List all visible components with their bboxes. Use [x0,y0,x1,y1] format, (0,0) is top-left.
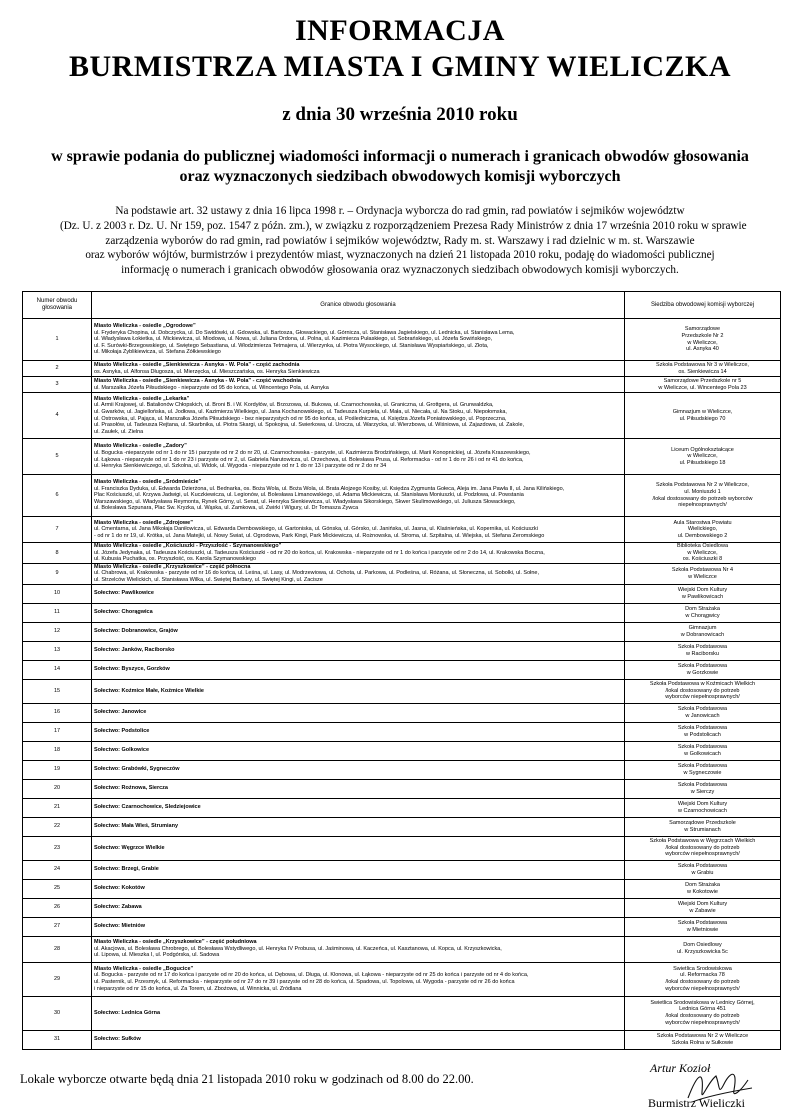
district-boundaries [92,703,625,722]
commission-seat [625,641,781,660]
seat-line: ul. Asnyka 40 [686,346,719,353]
seat-line: Szkoła Podstawowa [677,662,728,669]
district-heading: Sołectwo: Grabówki, Sygneczów [94,766,180,773]
seat-line: Szkoła Podstawowa w Węgrzcach Wielkich [649,838,756,845]
table-row [23,779,781,798]
district-heading: Miasto Wieliczka - osiedle „Krzyszkowice” - część południowa [94,939,257,946]
district-heading: Miasto Wieliczka - osiedle „Kościuszki - Przyszłość - Szymanowskiego” [94,543,282,549]
commission-seat [625,439,781,475]
seat-line: w Wieliczce, [687,453,718,460]
district-heading: Sołectwo: Podstolice [94,728,150,735]
seat-line: w Czarnochowicach [678,807,727,814]
table-row [23,319,781,361]
signer-name: Artur Kozioł [650,1061,711,1075]
district-boundaries [92,393,625,439]
table-row [23,543,781,564]
district-number: 24 [23,860,92,879]
district-heading: Sołectwo: Kokotów [94,885,145,892]
intro-line: oraz wyborów wójtów, burmistrzów i prezydentów miast, wyznaczonych na dzień 21 listopada 2010 roku, podaję do wiadomości publicznej [85,249,715,262]
street-list-line: ul. Łąkowa - nieparzyste od nr 1 do nr 23 i parzyste od nr 2, ul. Gabriela Narutowicza, ul. Orzechowa, ul. Bolesława Prusa, ul. Reformacka - od nr 1 do nr 26 i od nr 41 do końca, [94,456,524,463]
seat-line: w Raciborsku [685,650,719,657]
seat-line: ul. Moniuszki 1 [684,488,721,495]
street-list-line: ul. Cmentarna, ul. Jana Mikołaja Daniłowicza, ul. Edwarda Dembowskiego, ul. Gartoniska, ul. Gónska, ul. Górsko, ul. Janińska, ul. Jasna, ul. Klaśnieńska, ul. Kopernika, ul. Kościuszki [94,526,538,533]
table-row [23,603,781,622]
district-number: 20 [23,779,92,798]
district-heading: Sołectwo: Rożnowa, Sierczа [94,785,168,792]
district-number: 15 [23,679,92,703]
opening-hours-note: Lokale wyborcze otwarte będą dnia 21 listopada 2010 roku w godzinach od 8.00 do 22.00. [20,1072,474,1086]
table-row [23,377,781,393]
district-boundaries [92,622,625,641]
seat-line: wyborców niepełnosprawnych/ [665,985,740,992]
district-boundaries [92,962,625,996]
seat-line: Samorządowe [684,326,721,333]
table-row [23,741,781,760]
district-number: 22 [23,817,92,836]
street-list-line: ul. Bogucka -nieparzyste od nr 1 do nr 15 i parzyste od nr 2 do nr 20, ul. Czarnochowska - parzyste, ul. Kazimierza Brodzińskiego, ul. Marii Konopnickiej, ul. Józefa Kraszewskiego, [94,449,531,456]
street-list-line: ul. Władysława Łokietka, ul. Mickiewicza, ul. Miodowa, ul. Nowa, ul. Juliana Ordona, ul. Polna, ul. Kazimierza Pułaskiego, ul. Sobrańskiego, ul. Józefa Sowińskiego, [94,336,493,343]
district-boundaries [92,641,625,660]
district-number: 6 [23,475,92,517]
district-heading: Sołectwo: Byszyce, Gorzków [94,666,170,673]
commission-seat [625,722,781,741]
seat-line: w Sierczy [690,788,715,795]
commission-seat [625,319,781,361]
street-list-line: ul. Franciszka Dyduka, ul. Edwarda Dzierżona, ul. Bednarka, os. Boża Wola, ul. Boża Wola, ul. Brata Alojzego Kosiby, ul. Księdza Zygmunta Gołeca, Aleja im. Jana Pawła II, ul. Jana Kilińskiego, [94,485,565,492]
header-seat: Siedziba obwodowej komisji wyborczej [625,292,781,319]
district-boundaries [92,879,625,898]
seat-line: Szkoła Podstawowa Nr 4 [671,567,734,574]
seat-line: Szkoła Podstawowa [677,919,728,926]
commission-seat [625,563,781,584]
seat-line: w Podstolicach [684,731,721,738]
seat-line: Szkoła Podstawowa [677,762,728,769]
commission-seat [625,996,781,1030]
district-number: 4 [23,393,92,439]
district-boundaries [92,1030,625,1049]
seat-line: Szkoła Rolna w Sułkowie [671,1039,734,1046]
district-heading: Miasto Wieliczka - osiedle „Zadory” [94,443,187,450]
commission-seat [625,760,781,779]
table-row [23,439,781,475]
subject-line-1: w sprawie podania do publicznej wiadomości informacji o numerach i granicach obwodów głosowania [51,148,749,165]
district-boundaries [92,741,625,760]
district-number: 19 [23,760,92,779]
street-list-line: ul. Bolesława Szpunara, Plac Św. Kryzka, ul. Wąska, ul. Zamkowa, ul. Żwirki i Wigury, ul. Dr Tomasza Żywca [94,505,359,512]
table-row [23,722,781,741]
seat-line: wyborców niepełnosprawnych/ [665,1019,740,1026]
table-row [23,879,781,898]
district-heading: Sołectwo: Dobranowice, Grajów [94,628,178,635]
table-row [23,760,781,779]
street-list-line: i nieparzyste od nr 15 do końca, ul. Za Torem, ul. Zbożowa, ul. Winnicka, ul. Źródlana [94,985,302,992]
street-list-line: ul. Marszałka Józefa Piłsudskiego - nieparzyste od 95 do końca, ul. Wincentego Pola, ul. Asnyka [94,384,329,391]
commission-seat [625,603,781,622]
district-heading: Miasto Wieliczka - osiedle „Krzyszkowice” - część północna [94,563,251,570]
seat-line: Szkoła Podstawowa Nr 2 w Wieliczce, [656,482,749,489]
table-row [23,798,781,817]
street-list-line: Warszawskiego, ul. Władysława Reymonta, Rynek Górny, ul. Senat, ul. Henryka Sienkiewicza, ul. Władysława Sikorskiego, Skwer Skulimowskiego, ul. Juliusza Słowackiego, [94,498,516,505]
commission-seat [625,798,781,817]
seat-line: Przedszkole Nr 2 [681,332,724,339]
seat-line: Szkoła Podstawowa Nr 3 w Wieliczce, [656,361,749,368]
seat-line: Wiejski Dom Kultury [677,800,728,807]
seat-line: w Kokotowie [687,888,718,895]
district-heading: Sołectwo: Sułków [94,1036,141,1043]
district-boundaries [92,660,625,679]
seat-line: os. Kościuszki 8 [682,556,723,563]
district-boundaries [92,836,625,860]
seat-line: niepełnosprawnych/ [678,502,727,509]
district-heading: Sołectwo: Brzegi, Grabie [94,866,159,873]
seat-line: Dom Strażaka [685,605,720,612]
table-row [23,703,781,722]
table-row [23,1030,781,1049]
commission-seat [625,361,781,377]
commission-seat [625,622,781,641]
table-row [23,563,781,584]
commission-seat [625,741,781,760]
seat-line: wyborców niepełnosprawnych/ [665,851,740,858]
seat-line: Szkoła Podstawowa [677,705,728,712]
street-list-line: ul. Mikołaja Zyblikiewicza, ul. Stefana Żółkiewskiego [94,349,221,356]
street-list-line: ul. Fryderyka Chopina, ul. Dobczycka, ul. Do Świdówki, ul. Gdowska, ul. Bartosza, Głowackiego, ul. Górnicza, ul. Stanisława Jagielskiego, ul. Lednicka, ul. Stanisława Lema, [94,329,515,336]
street-list-line: ul. Strzelców Wielickich, ul. Stanisława Wilka, ul. Świętej Barbary, ul. Świętej Kingi, ul. Zacisze [94,576,323,583]
table-header-row [23,292,781,319]
street-list-line: ul. Bogucka - parzyste od nr 17 do końca i parzyste od nr 20 do końca, ul. Dębowa, ul. Długa, ul. Klonowa, ul. Łąkowa - nieparzyste od nr 25 do końca i parzyste od nr 4 do końca, [94,972,529,979]
seat-line: Szkoła Podstawowa [677,743,728,750]
district-boundaries [92,584,625,603]
street-list-line: - od nr 1 do nr 19, ul. Krótka, ul. Jana Matejki, ul. Nowy Świat, ul. Ogrodowa, Park Kingi, Park Mickiewicza, ul. Rożnowska, ul. Stroma, ul. Szpitalna, ul. Wiejska, ul. Stefana Żeromskiego [94,532,545,539]
table-row [23,475,781,517]
district-heading: Miasto Wieliczka - osiedle „Śródmieście” [94,479,202,486]
seat-line: Gimnazjum [688,624,717,631]
district-number: 13 [23,641,92,660]
district-boundaries [92,603,625,622]
document-date: z dnia 30 września 2010 roku [282,104,518,125]
district-boundaries [92,860,625,879]
seat-line: ul. Dembowskiego 2 [677,532,728,539]
district-number: 31 [23,1030,92,1049]
district-heading: Sołectwo: Lednica Górna [94,1009,161,1016]
seat-line: w Gorzkowie [686,669,719,676]
district-heading: Sołectwo: Mietniów [94,923,146,930]
commission-seat [625,879,781,898]
district-heading: Sołectwo: Mała Wieś, Strumiany [94,823,178,830]
header-boundaries: Granice obwodu głosowania [92,292,625,319]
table-row [23,517,781,543]
table-row [23,660,781,679]
district-heading: Miasto Wieliczka - osiedle „Ogrodowe” [94,323,196,330]
seat-line: Lednica Górna 451 [679,1006,726,1013]
district-number: 8 [23,543,92,564]
street-list-line: ul. Prasołów, ul. Tadeusza Rejtana, ul. Skarbnika, ul. Piotra Skargi, ul. Spokojna, ul. Świerkowa, ul. Urocza, ul. Warzycka, ul. Wierzbowa, ul. Wiśniowa, ul. Zajazdowa, ul. Zakole, [94,422,525,429]
district-heading: Miasto Wieliczka - osiedle „Zdrojowe” [94,519,193,526]
street-list-line: Plac Kościuszki, ul. Krzywa Jadwigi, ul. Kuczkiewicza, ul. Legionów, ul. Bolesława Limanowskiego, ul. Adama Mickiewicza, ul. Stanisława Moniuszki, ul. Podzłowa, ul. Powstania [94,492,524,499]
district-boundaries [92,361,625,377]
district-number: 2 [23,361,92,377]
district-heading: Sołectwo: Janków, Raciborsko [94,647,175,654]
seat-line: w Sygneczowie [683,769,722,776]
commission-seat [625,517,781,543]
street-list-line: ul. Lipowa, ul. Mieszka I, ul. Podgórska, ul. Sadowa [94,952,220,959]
street-list-line: ul. Gwarków, ul. Jagiellońska, ul. Jodłowa, ul. Kazimierza Wielkiego, ul. Jana Kochanowskiego, ul. Tadeusza Kurpiela, ul. Mała, ul. Niecała, ul. Na Stoku, ul. Niepołomska, [94,408,507,415]
district-boundaries [92,817,625,836]
district-number: 11 [23,603,92,622]
commission-seat [625,917,781,936]
commission-seat [625,836,781,860]
commission-seat [625,1030,781,1049]
district-number: 23 [23,836,92,860]
district-heading: Sołectwo: Czarnochowice, Śledziejowice [94,804,201,811]
district-heading: Miasto Wieliczka - osiedle „Sienkiewicza - Asnyka - W. Pola” - część zachodnia [94,361,300,368]
title-line-2: BURMISTRZA MIASTA I GMINY WIELICZKA [68,50,732,83]
district-boundaries [92,319,625,361]
commission-seat [625,377,781,393]
seat-line: /lokal dostosowany do potrzeb wyborców [652,495,753,502]
street-list-line: ul. Henryka Sienkiewiczego, ul. Szkolna, ul. Widok, ul. Wygoda - nieparzyste od nr 1 do nr 13 i parzyste od nr 2 do nr 34 [94,463,387,470]
table-row [23,584,781,603]
seat-line: w Wieliczce, ul. Wincentego Pola 23 [658,384,747,391]
street-list-line: ul. Chabrowa, ul. Krakowska - parzyste od nr 16 do końca, ul. Leśna, ul. Lasy, ul. Modrzewiowa, ul. Ochota, ul. Parkowa, ul. Podleśna, ul. Różana, ul. Słoneczna, ul. Sobolki, ul. Sołne, [94,570,540,577]
street-list-line: os. Asnyka, ul. Alfonsa Długosza, ul. Mierzęcka, ul. Mieszczańska, os. Henryka Sienkiewicza [94,368,320,375]
street-list-line: ul. Armii Krajowej, ul. Batalionów Chłopskich, ul. Broni B. i W. Kordyłów, ul. Brzozowa, ul. Bukowa, ul. Czarnochowska, ul. Graniczna, ul. Grottgera, ul. Grunwaldzka, [94,402,494,409]
district-number: 9 [23,563,92,584]
seat-line: w Wieliczce, [687,339,718,346]
table-row [23,622,781,641]
district-number: 30 [23,996,92,1030]
street-list-line: ul. Akacjowa, ul. Bolesława Chrobrego, ul. Bolesława Wstydliwego, ul. Henryka IV Probusa, ul. Jaśminowa, ul. Kaczeńca, ul. Kasztanowa, ul. Kopca, ul. Krzyszkowicka, [94,945,502,952]
district-boundaries [92,679,625,703]
district-heading: Sołectwo: Janowice [94,709,147,716]
seat-line: Szkoła Podstawowa [677,862,728,869]
seat-line: os. Sienkiewicza 14 [678,368,727,375]
header-number: Numer obwodu głosowania [23,292,92,319]
seat-line: w Chorągwicy [685,612,720,619]
district-number: 16 [23,703,92,722]
seat-line: w Dobranowicach [680,631,725,638]
seat-line: /lokal dostosowany do potrzeb [665,844,740,851]
district-heading: Sołectwo: Koźmice Małe, Koźmice Wielkie [94,687,204,694]
street-list-line: ul. F. Surówki-Brzegowskiego, ul. Świętego Sebastiana, ul. Włodzimierza Tetmajera, ul. Wierzynka, ul. Piotra Wysockiego, ul. Stanisława Wyspiańskiego, ul. Złota, [94,342,489,349]
street-list-line: ul. Pasternik, ul. Przesmyk, ul. Reformacka - nieparzyste od nr 27 do nr 39 i parzyste od nr 28 do końca, ul. Spadowa, ul. Topolowa, ul. Wygoda - parzyste od nr 26 do końca [94,979,515,986]
district-heading: Sołectwo: Golkowice [94,747,150,754]
seat-line: w Wieliczce [688,573,717,580]
seat-line: ul. Krzyszkowicka 5c [677,949,728,956]
district-number: 10 [23,584,92,603]
district-number: 5 [23,439,92,475]
seat-line: w Grabiu [691,869,714,876]
seat-line: Wielickiego, [687,526,718,533]
seat-line: Samorządowe Przedszkole [669,819,736,826]
seat-line: Gimnazjum w Wieliczce, [672,408,733,415]
seat-line: w Pawlikowicach [681,593,724,600]
district-boundaries [92,377,625,393]
table-row [23,679,781,703]
commission-seat [625,475,781,517]
seat-line: w Strumianach [684,826,721,833]
commission-seat [625,584,781,603]
seat-line: wyborców niepełnosprawnych/ [665,694,740,701]
seat-line: Szkoła Podstawowa w Koźmicach Wielkich [649,681,756,688]
seat-line: Szkoła Podstawowa [677,781,728,788]
district-number: 21 [23,798,92,817]
intro-line: Na podstawie art. 32 ustawy z dnia 16 lipca 1998 r. – Ordynacja wyborcza do rad gmin, rad powiatów i sejmików województw [115,205,685,217]
signer-role: Burmistrz Wieliczki [648,1096,745,1110]
district-boundaries [92,798,625,817]
district-number: 17 [23,722,92,741]
title-line-1: INFORMACJA [295,14,505,47]
commission-seat [625,703,781,722]
district-number: 27 [23,917,92,936]
table-row [23,962,781,996]
seat-line: ul. Piłsudskiego 18 [679,459,726,466]
district-heading: Sołectwo: Węgrzce Wielkie [94,844,165,851]
district-boundaries [92,917,625,936]
table-row [23,361,781,377]
seat-line: /lokal dostosowany do potrzeb [665,979,740,986]
table-row [23,817,781,836]
seat-line: w Janowicach [685,712,720,719]
intro-line: zarządzenia wyborów do rad gmin, rad powiatów i sejmików województw, Rady m. st. Warszawy i rad dzielnic w m. st. Warszawie [105,234,695,247]
seat-line: Biblioteka Osiedlowa [676,543,729,549]
commission-seat [625,779,781,798]
street-list-line: ul. Ostrowska, ul. Pająca, ul. Marszałka Józefa Piłsudskiego - bez nieparzystych od nr 95 do końca, ul. Pośledniczna, ul. Księdza Józefa Poniatowskiego, ul. Poprzeczna, [94,415,507,422]
district-number: 18 [23,741,92,760]
table-row [23,917,781,936]
table-row [23,936,781,962]
commission-seat [625,936,781,962]
district-heading: Sołectwo: Chorągwica [94,609,153,616]
commission-seat [625,817,781,836]
seat-line: /lokal dostosowany do potrzeb [665,1013,740,1020]
district-boundaries [92,936,625,962]
seat-line: ul. Piłsudskiego 70 [679,415,726,422]
district-number: 26 [23,898,92,917]
table-row [23,898,781,917]
district-number: 28 [23,936,92,962]
seat-line: Dom Strażaka [685,881,720,888]
district-number: 25 [23,879,92,898]
district-boundaries [92,779,625,798]
district-number: 29 [23,962,92,996]
seat-line: Liceum Ogólnokształcące [671,446,734,453]
seat-line: /lokal dostosowany do potrzeb [665,687,740,694]
district-boundaries [92,517,625,543]
seat-line: ul. Reformacka 78 [680,972,725,979]
district-boundaries [92,898,625,917]
seat-line: w Golkowicach [684,750,721,757]
seat-line: w Zabawie [689,907,716,914]
commission-seat [625,898,781,917]
commission-seat [625,962,781,996]
intro-paragraph [60,204,747,278]
table-row [23,836,781,860]
seat-line: Samorządowe Przedszkole nr 5 [663,377,742,384]
table-row [23,641,781,660]
intro-line: informację o numerach i granicach obwodów głosowania oraz wyznaczonych siedzibach obwodowych komisji wyborczych. [121,264,679,277]
district-heading: Sołectwo: Zabawa [94,904,142,911]
district-boundaries [92,760,625,779]
seat-line: Szkoła Podstawowa Nr 2 w Wieliczce [656,1032,749,1039]
seat-line: Wiejski Dom Kultury [677,900,728,907]
district-number: 7 [23,517,92,543]
district-heading: Miasto Wieliczka - osiedle „Bogucice” [94,965,194,972]
street-list-line: ul. Józefa Jedynaka, ul. Tadeusza Kościuszki, ul. Tadeusza Kościuszki - od nr 20 do końca, ul. Krakowska - nieparzyste od nr 1 do końca i parzyste od nr 2 do 14, ul. Krakowska Boczna, [94,549,545,556]
district-boundaries [92,996,625,1030]
commission-seat [625,860,781,879]
seat-line: Dom Osiedlowy [683,942,722,949]
seat-line: Aula Starostwa Powiatu [673,519,732,526]
seat-line: w Mietniowie [686,926,719,933]
seat-line: Szkoła Podstawowa [677,643,728,650]
district-boundaries [92,563,625,584]
district-number: 12 [23,622,92,641]
districts-table [22,291,781,1050]
seat-line: Wiejski Dom Kultury [677,586,728,593]
district-heading: Miasto Wieliczka - osiedle „Sienkiewicza - Asnyka - W. Pola” - część wschodnia [94,377,301,384]
seat-line: Szkoła Podstawowa [677,724,728,731]
district-number: 14 [23,660,92,679]
commission-seat [625,393,781,439]
district-boundaries [92,475,625,517]
seat-line: Świetlica Środowiskowa [673,965,732,972]
district-boundaries [92,439,625,475]
street-list-line: ul. Kubusia Puchatka, os. Przyszłość, os. Karola Szymanowskiego [94,556,257,563]
seat-line: w Wieliczce, [687,549,718,556]
district-boundaries [92,543,625,564]
seat-line: Świetlica Środowiskowa w Lednicy Górnej, [650,999,755,1006]
table-row [23,393,781,439]
intro-line: (Dz. U. z 2003 r. Dz. U. Nr 159, poz. 1547 z późn. zm.), w związku z rozporządzeniem Prezesa Rady Ministrów z dnia 17 września 2010 roku w sprawie [60,219,747,232]
table-row [23,996,781,1030]
street-list-line: ul. Zaułek, ul. Zielna [94,428,144,435]
district-boundaries [92,722,625,741]
district-number: 1 [23,319,92,361]
commission-seat [625,660,781,679]
subject-line-2: oraz wyznaczonych siedzibach obwodowych komisji wyborczych [179,168,621,185]
table-row [23,860,781,879]
district-heading: Sołectwo: Pawlikowice [94,590,154,597]
district-heading: Miasto Wieliczka - osiedle „Lekarka” [94,395,190,402]
commission-seat [625,679,781,703]
district-number: 3 [23,377,92,393]
commission-seat [625,543,781,564]
